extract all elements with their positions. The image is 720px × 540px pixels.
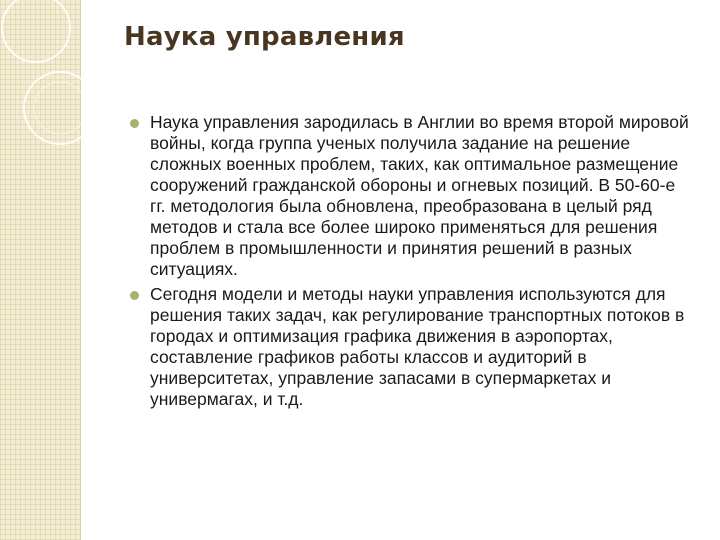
- bullet-dot-icon: [130, 291, 139, 300]
- bullet-list: [130, 112, 692, 414]
- slide-title: Наука управления: [124, 22, 405, 52]
- bullet-item: [130, 284, 692, 410]
- bullet-text: Сегодня модели и методы науки управления используются для решения таких задач, как регулирование транспортных потоков в городах и оптимизация графика движения в аэропортах, составление графиков работы классов и аудиторий в университетах, управление запасами в супермаркетах и универмагах, и т.д.: [150, 284, 685, 409]
- bullet-text: Наука управления зародилась в Англии во время второй мировой войны, когда группа ученых получила задание на решение сложных военных проблем, таких, как оптимальное размещение сооружений гражданской обороны и огневых позиций. В 50-60-е гг. методология была обновлена, преобразована в целый ряд методов и стала все более широко применяться для решения проблем в промышленности и принятия решений в разных ситуациях.: [150, 112, 689, 279]
- bullet-dot-icon: [130, 119, 139, 128]
- bullet-item: [130, 112, 692, 280]
- left-decorative-band: [0, 0, 81, 540]
